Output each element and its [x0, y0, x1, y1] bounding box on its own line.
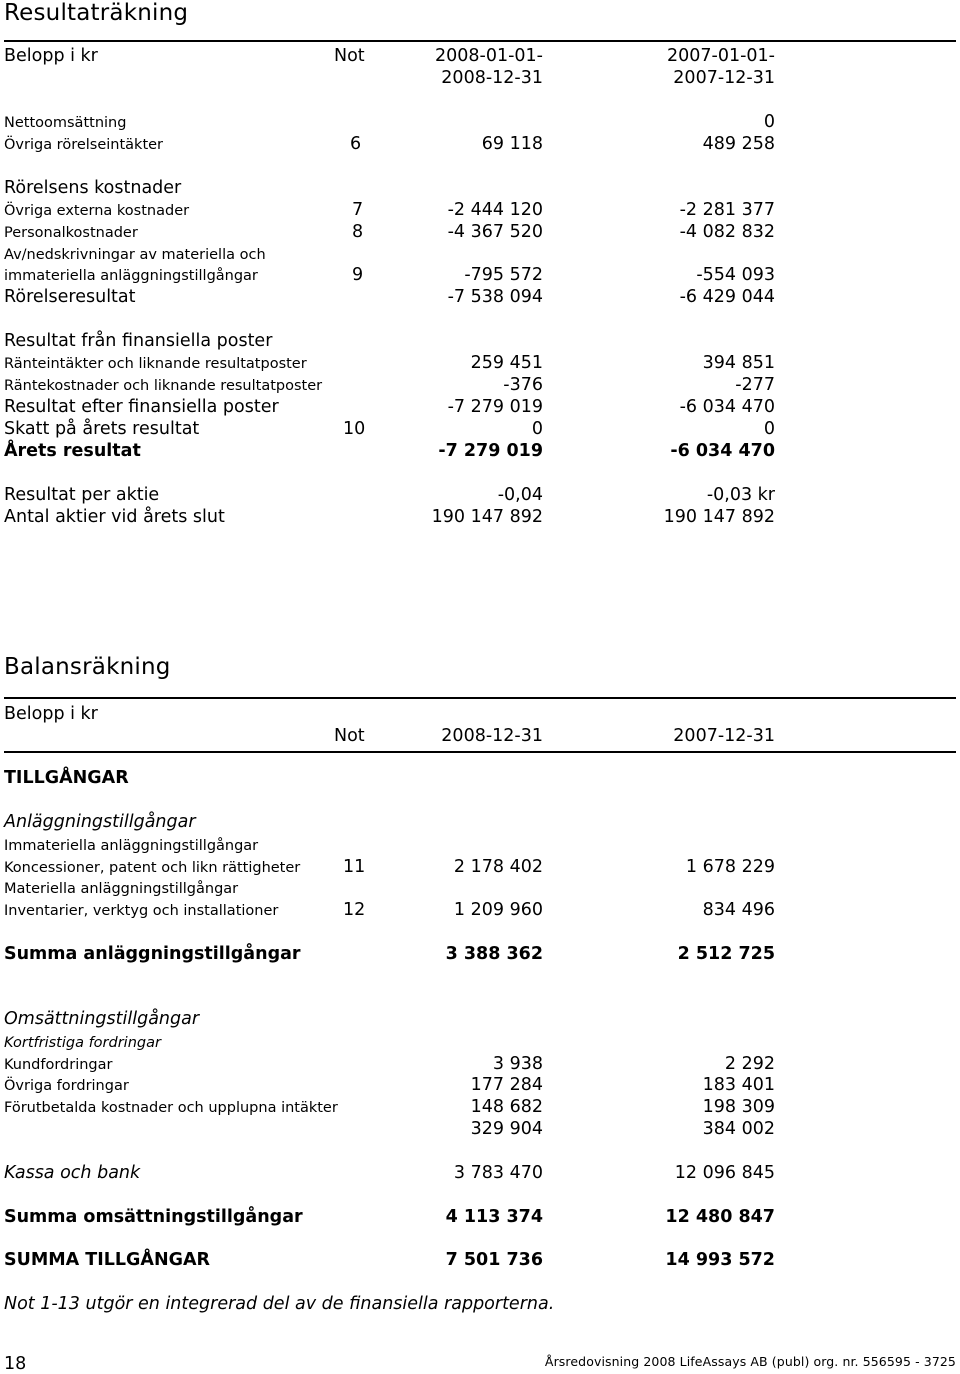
row-value-2007: 14 993 572 — [665, 1250, 775, 1270]
row-label: Resultat per aktie — [4, 485, 160, 505]
row-value-2007: 198 309 — [702, 1097, 775, 1117]
row-value-2007: -4 082 832 — [679, 222, 775, 242]
row-label: Övriga externa kostnader — [4, 203, 190, 219]
divider — [4, 40, 956, 42]
row-label: Av/nedskrivningar av materiella och — [4, 247, 266, 263]
row-value-2007: 489 258 — [702, 134, 775, 154]
row-value-2008: 3 388 362 — [445, 944, 543, 964]
row-value-2007: 2 512 725 — [677, 944, 775, 964]
row-value-2007: -6 429 044 — [679, 287, 775, 307]
row-not: 6 — [350, 134, 362, 154]
row-label: Kortfristiga fordringar — [4, 1035, 161, 1051]
header-belopp: Belopp i kr — [4, 704, 98, 724]
subtotal-value-2007: 384 002 — [702, 1119, 775, 1139]
row-value-2008: 177 284 — [470, 1075, 543, 1095]
row-label: Räntekostnader och liknande resultatposter — [4, 378, 323, 394]
row-value-2007: -0,03 kr — [706, 485, 775, 505]
page-number: 18 — [4, 1354, 27, 1374]
row-not: 7 — [352, 200, 364, 220]
row-label: Summa omsättningstillgångar — [4, 1207, 303, 1227]
row-value-2008: -795 572 — [464, 265, 543, 285]
row-value-2008: 7 501 736 — [445, 1250, 543, 1270]
row-value-2007: -6 034 470 — [670, 441, 775, 461]
row-not: 12 — [343, 900, 366, 920]
row-label: Summa anläggningstillgångar — [4, 944, 301, 964]
section-heading: Omsättningstillgångar — [4, 1009, 200, 1029]
row-label: Årets resultat — [4, 441, 141, 461]
row-value-2007: -554 093 — [696, 265, 775, 285]
row-value-2008: 148 682 — [470, 1097, 543, 1117]
row-value-2008: -7 538 094 — [447, 287, 543, 307]
row-value-2008: -376 — [503, 375, 543, 395]
row-value-2007: 834 496 — [702, 900, 775, 920]
row-value-2007: -6 034 470 — [679, 397, 775, 417]
row-value-2008: -7 279 019 — [447, 397, 543, 417]
row-value-2007: 2 292 — [724, 1054, 775, 1074]
row-value-2008: 0 — [531, 419, 543, 439]
header-col1-line2: 2008-12-31 — [441, 68, 543, 88]
row-value-2007: 12 096 845 — [674, 1163, 775, 1183]
row-label: Förutbetalda kostnader och upplupna intäkter — [4, 1100, 338, 1116]
row-value-2007: 1 678 229 — [685, 857, 775, 877]
row-label: Övriga fordringar — [4, 1078, 129, 1094]
section-heading: TILLGÅNGAR — [4, 768, 129, 788]
row-value-2008: 1 209 960 — [453, 900, 543, 920]
row-label: Materiella anläggningstillgångar — [4, 881, 239, 897]
row-label: Koncessioner, patent och likn rättigheter — [4, 860, 301, 876]
balance-sheet-title: Balansräkning — [4, 654, 171, 680]
row-value-2007: -2 281 377 — [679, 200, 775, 220]
row-value-2007: 190 147 892 — [663, 507, 775, 527]
row-label: Kassa och bank — [4, 1163, 141, 1183]
header-col1: 2008-12-31 — [441, 726, 543, 746]
footer-text: Årsredovisning 2008 LifeAssays AB (publ) org. nr. 556595 - 3725 — [544, 1354, 956, 1369]
row-value-2008: -7 279 019 — [438, 441, 543, 461]
row-value-2008: -0,04 — [497, 485, 543, 505]
row-label: Inventarier, verktyg och installationer — [4, 903, 279, 919]
row-label: Antal aktier vid årets slut — [4, 507, 225, 527]
row-label: immateriella anläggningstillgångar — [4, 268, 258, 284]
row-value-2007: -277 — [735, 375, 775, 395]
header-col1-line1: 2008-01-01- — [434, 46, 543, 66]
divider — [4, 751, 956, 753]
row-label: Personalkostnader — [4, 225, 138, 241]
row-label: Kundfordringar — [4, 1057, 113, 1073]
section-heading: Anläggningstillgångar — [4, 812, 196, 832]
row-value-2008: 2 178 402 — [453, 857, 543, 877]
row-value-2008: 3 783 470 — [453, 1163, 543, 1183]
row-value-2008: 69 118 — [481, 134, 543, 154]
row-value-2007: 0 — [763, 419, 775, 439]
header-not: Not — [334, 46, 365, 66]
row-label: Resultat efter finansiella poster — [4, 397, 279, 417]
row-label: Nettoomsättning — [4, 115, 127, 131]
row-value-2008: -4 367 520 — [447, 222, 543, 242]
row-value-2007: 0 — [763, 112, 775, 132]
row-not: 8 — [352, 222, 364, 242]
subtotal-value-2008: 329 904 — [470, 1119, 543, 1139]
row-value-2008: 3 938 — [492, 1054, 543, 1074]
header-col2: 2007-12-31 — [673, 726, 775, 746]
row-value-2007: 394 851 — [702, 353, 775, 373]
row-label: Rörelseresultat — [4, 287, 136, 307]
section-heading: Rörelsens kostnader — [4, 178, 182, 198]
divider — [4, 697, 956, 699]
row-not: 9 — [352, 265, 364, 285]
row-not: 10 — [343, 419, 366, 439]
header-col2-line1: 2007-01-01- — [666, 46, 775, 66]
footnote: Not 1-13 utgör en integrerad del av de finansiella rapporterna. — [4, 1294, 555, 1314]
section-heading: Resultat från finansiella poster — [4, 331, 273, 351]
row-value-2008: 190 147 892 — [431, 507, 543, 527]
header-not: Not — [334, 726, 365, 746]
row-value-2007: 12 480 847 — [665, 1207, 775, 1227]
row-label: Skatt på årets resultat — [4, 419, 200, 439]
header-col2-line2: 2007-12-31 — [673, 68, 775, 88]
row-label: SUMMA TILLGÅNGAR — [4, 1250, 210, 1270]
row-value-2008: 259 451 — [470, 353, 543, 373]
row-value-2007: 183 401 — [702, 1075, 775, 1095]
row-value-2008: -2 444 120 — [447, 200, 543, 220]
income-statement-title: Resultaträkning — [4, 0, 189, 26]
row-value-2008: 4 113 374 — [445, 1207, 543, 1227]
header-belopp: Belopp i kr — [4, 46, 98, 66]
row-not: 11 — [343, 857, 366, 877]
row-label: Immateriella anläggningstillgångar — [4, 838, 259, 854]
row-label: Ränteintäkter och liknande resultatposter — [4, 356, 307, 372]
row-label: Övriga rörelseintäkter — [4, 137, 164, 153]
